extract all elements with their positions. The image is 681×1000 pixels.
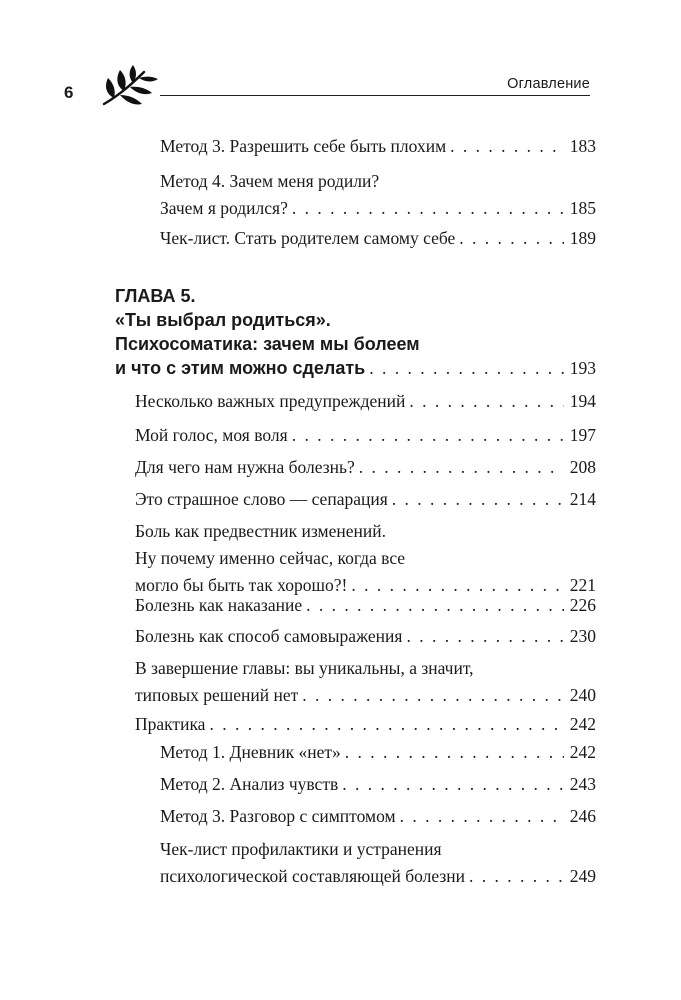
toc-entry-title: Болезнь как способ самовыражения	[135, 626, 403, 646]
toc-entry[interactable]	[160, 836, 596, 890]
toc-entry-title: психологической составляющей болезни	[160, 866, 466, 886]
toc-entry-title: Метод 1. Дневник «нет»	[160, 742, 341, 762]
toc-entry-title: Метод 3. Разговор с симптомом	[160, 806, 396, 826]
toc-entry-title: Это страшное слово — сепарация	[135, 489, 388, 509]
toc-page-number: 242	[569, 714, 596, 734]
leader-dots	[292, 422, 564, 449]
toc-entry[interactable]	[135, 518, 596, 599]
toc-entry-title: могло бы быть так хорошо?!	[135, 575, 348, 595]
toc-entry[interactable]	[135, 592, 596, 619]
toc-entry[interactable]	[160, 771, 596, 798]
leader-dots	[369, 356, 564, 380]
leader-dots	[302, 682, 563, 709]
toc-entry[interactable]	[135, 388, 596, 415]
leader-dots	[359, 454, 564, 481]
leader-dots	[409, 388, 563, 415]
toc-entry-title: Мой голос, моя воля	[135, 425, 288, 445]
leader-dots	[209, 711, 563, 738]
toc-entry-title: Метод 3. Разрешить себе быть плохим	[160, 136, 447, 156]
toc-entry[interactable]	[135, 655, 596, 709]
leaf-branch-icon	[100, 64, 160, 108]
toc-entry[interactable]	[160, 739, 596, 766]
toc-entry-title: Несколько важных предупреждений	[135, 391, 406, 411]
toc-entry-title: Метод 2. Анализ чувств	[160, 774, 339, 794]
toc-entry-title: Боль как предвестник изменений.	[135, 521, 386, 541]
toc-entry[interactable]	[160, 803, 596, 830]
toc-entry-title: Болезнь как наказание	[135, 595, 303, 615]
running-head: Оглавление	[507, 76, 590, 92]
toc-entry-title: Зачем я родился?	[160, 198, 288, 218]
toc-page-number: 226	[569, 595, 596, 615]
toc-entry-title: Чек-лист профилактики и устранения	[160, 839, 442, 859]
leader-dots	[400, 803, 564, 830]
leader-dots	[392, 486, 564, 513]
toc-page-number: 185	[569, 198, 596, 218]
toc-entry[interactable]	[135, 711, 596, 738]
toc-entry-title: Ну почему именно сейчас, когда все	[135, 548, 406, 568]
toc-page-number: 197	[569, 425, 596, 445]
toc-page-number: 243	[569, 774, 596, 794]
chapter-title-line: и что с этим можно сделать	[115, 358, 366, 378]
toc-page-number: 183	[569, 136, 596, 156]
toc-page-number: 189	[569, 228, 596, 248]
header-rule	[160, 95, 590, 96]
toc-entry-title: В завершение главы: вы уникальны, а значит,	[135, 658, 474, 678]
toc-entry-title: Практика	[135, 714, 206, 734]
leader-dots	[450, 133, 564, 160]
toc-page-number: 214	[569, 489, 596, 509]
toc-page-number: 242	[569, 742, 596, 762]
chapter-title-line: «Ты выбрал родиться».	[115, 310, 331, 330]
toc-page-number: 246	[569, 806, 596, 826]
toc-entry-title: Метод 4. Зачем меня родили?	[160, 171, 380, 191]
toc-page-number: 194	[569, 391, 596, 411]
toc-page-number: 221	[569, 575, 596, 595]
leader-dots	[345, 739, 564, 766]
leader-dots	[292, 195, 564, 222]
toc-entry-title: Чек-лист. Стать родителем самому себе	[160, 228, 456, 248]
toc-entry[interactable]	[135, 623, 596, 650]
leader-dots	[406, 623, 563, 650]
toc-page-number: 249	[569, 866, 596, 886]
toc-entry-title: Для чего нам нужна болезнь?	[135, 457, 355, 477]
toc-page-number: 193	[569, 358, 596, 378]
chapter-heading[interactable]	[115, 284, 596, 380]
toc-entry[interactable]	[160, 168, 596, 222]
toc-entry[interactable]	[135, 422, 596, 449]
toc-entry[interactable]	[135, 486, 596, 513]
toc-entry[interactable]	[135, 454, 596, 481]
page-number: 6	[64, 83, 74, 102]
toc-entry[interactable]	[160, 133, 596, 160]
toc-entry-title: типовых решений нет	[135, 685, 299, 705]
toc-page-number: 240	[569, 685, 596, 705]
leader-dots	[469, 863, 564, 890]
toc-page-number: 208	[569, 457, 596, 477]
toc-entry[interactable]	[160, 225, 596, 252]
leader-dots	[306, 592, 564, 619]
leader-dots	[342, 771, 564, 798]
toc-page-number: 230	[569, 626, 596, 646]
leader-dots	[459, 225, 563, 252]
chapter-label: ГЛАВА 5.	[115, 286, 196, 306]
chapter-title-line: Психосоматика: зачем мы болеем	[115, 334, 420, 354]
